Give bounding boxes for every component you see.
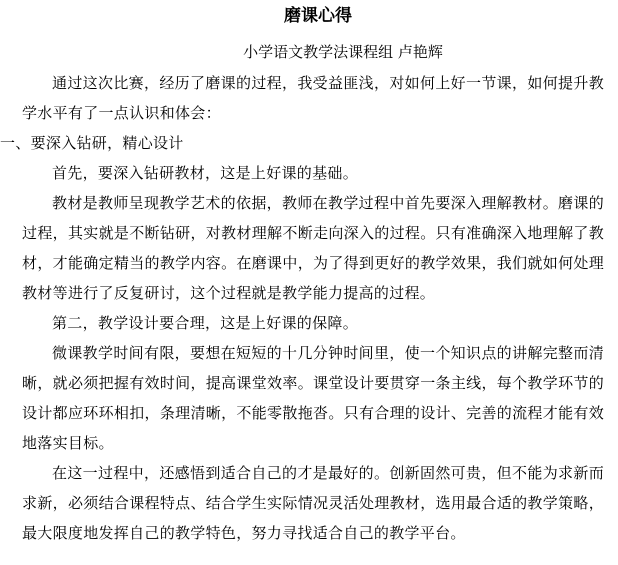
section-heading-1: 一、要深入钻研，精心设计 [0, 134, 184, 152]
paragraph-textbook: 教材是教师呈现教学艺术的依据，教师在教学过程中首先要深入理解教材。磨课的过程，其实就是不断钻研，对教材理解不断走向深入的过程。只有准确深入地理解了教材，才能确定精当的教学内容。在磨课中，为了得到更好的教学效果，我们就如何处理教材等进行了反复研讨，这个过程就是教学能力提高的过程。 [22, 194, 604, 302]
paragraph-intro: 通过这次比赛，经历了磨课的过程，我受益匪浅，对如何上好一节课，如何提升教学水平有了一点认识和体会： [22, 74, 604, 122]
paragraph-second-point: 第二，教学设计要合理，这是上好课的保障。 [52, 314, 359, 332]
paragraph-reflection: 在这一过程中，还感悟到适合自己的才是最好的。创新固然可贵，但不能为求新而求新，必须结合课程特点、结合学生实际情况灵活处理教材，选用最合适的教学策略，最大限度地发挥自己的教学特色，努力寻找适合自己的教学平台。 [22, 464, 604, 542]
document-title: 磨课心得 [284, 6, 352, 26]
document-subtitle: 小学语文教学法课程组 卢艳辉 [243, 43, 443, 61]
paragraph-first-point: 首先，要深入钻研教材，这是上好课的基础。 [52, 164, 359, 182]
paragraph-micro-lesson: 微课教学时间有限，要想在短短的十几分钟时间里，使一个知识点的讲解完整而清晰，就必须把握有效时间，提高课堂效率。课堂设计要贯穿一条主线，每个教学环节的设计都应环环相扣，条理清晰，不能零散拖沓。只有合理的设计、完善的流程才能有效地落实目标。 [22, 344, 604, 452]
